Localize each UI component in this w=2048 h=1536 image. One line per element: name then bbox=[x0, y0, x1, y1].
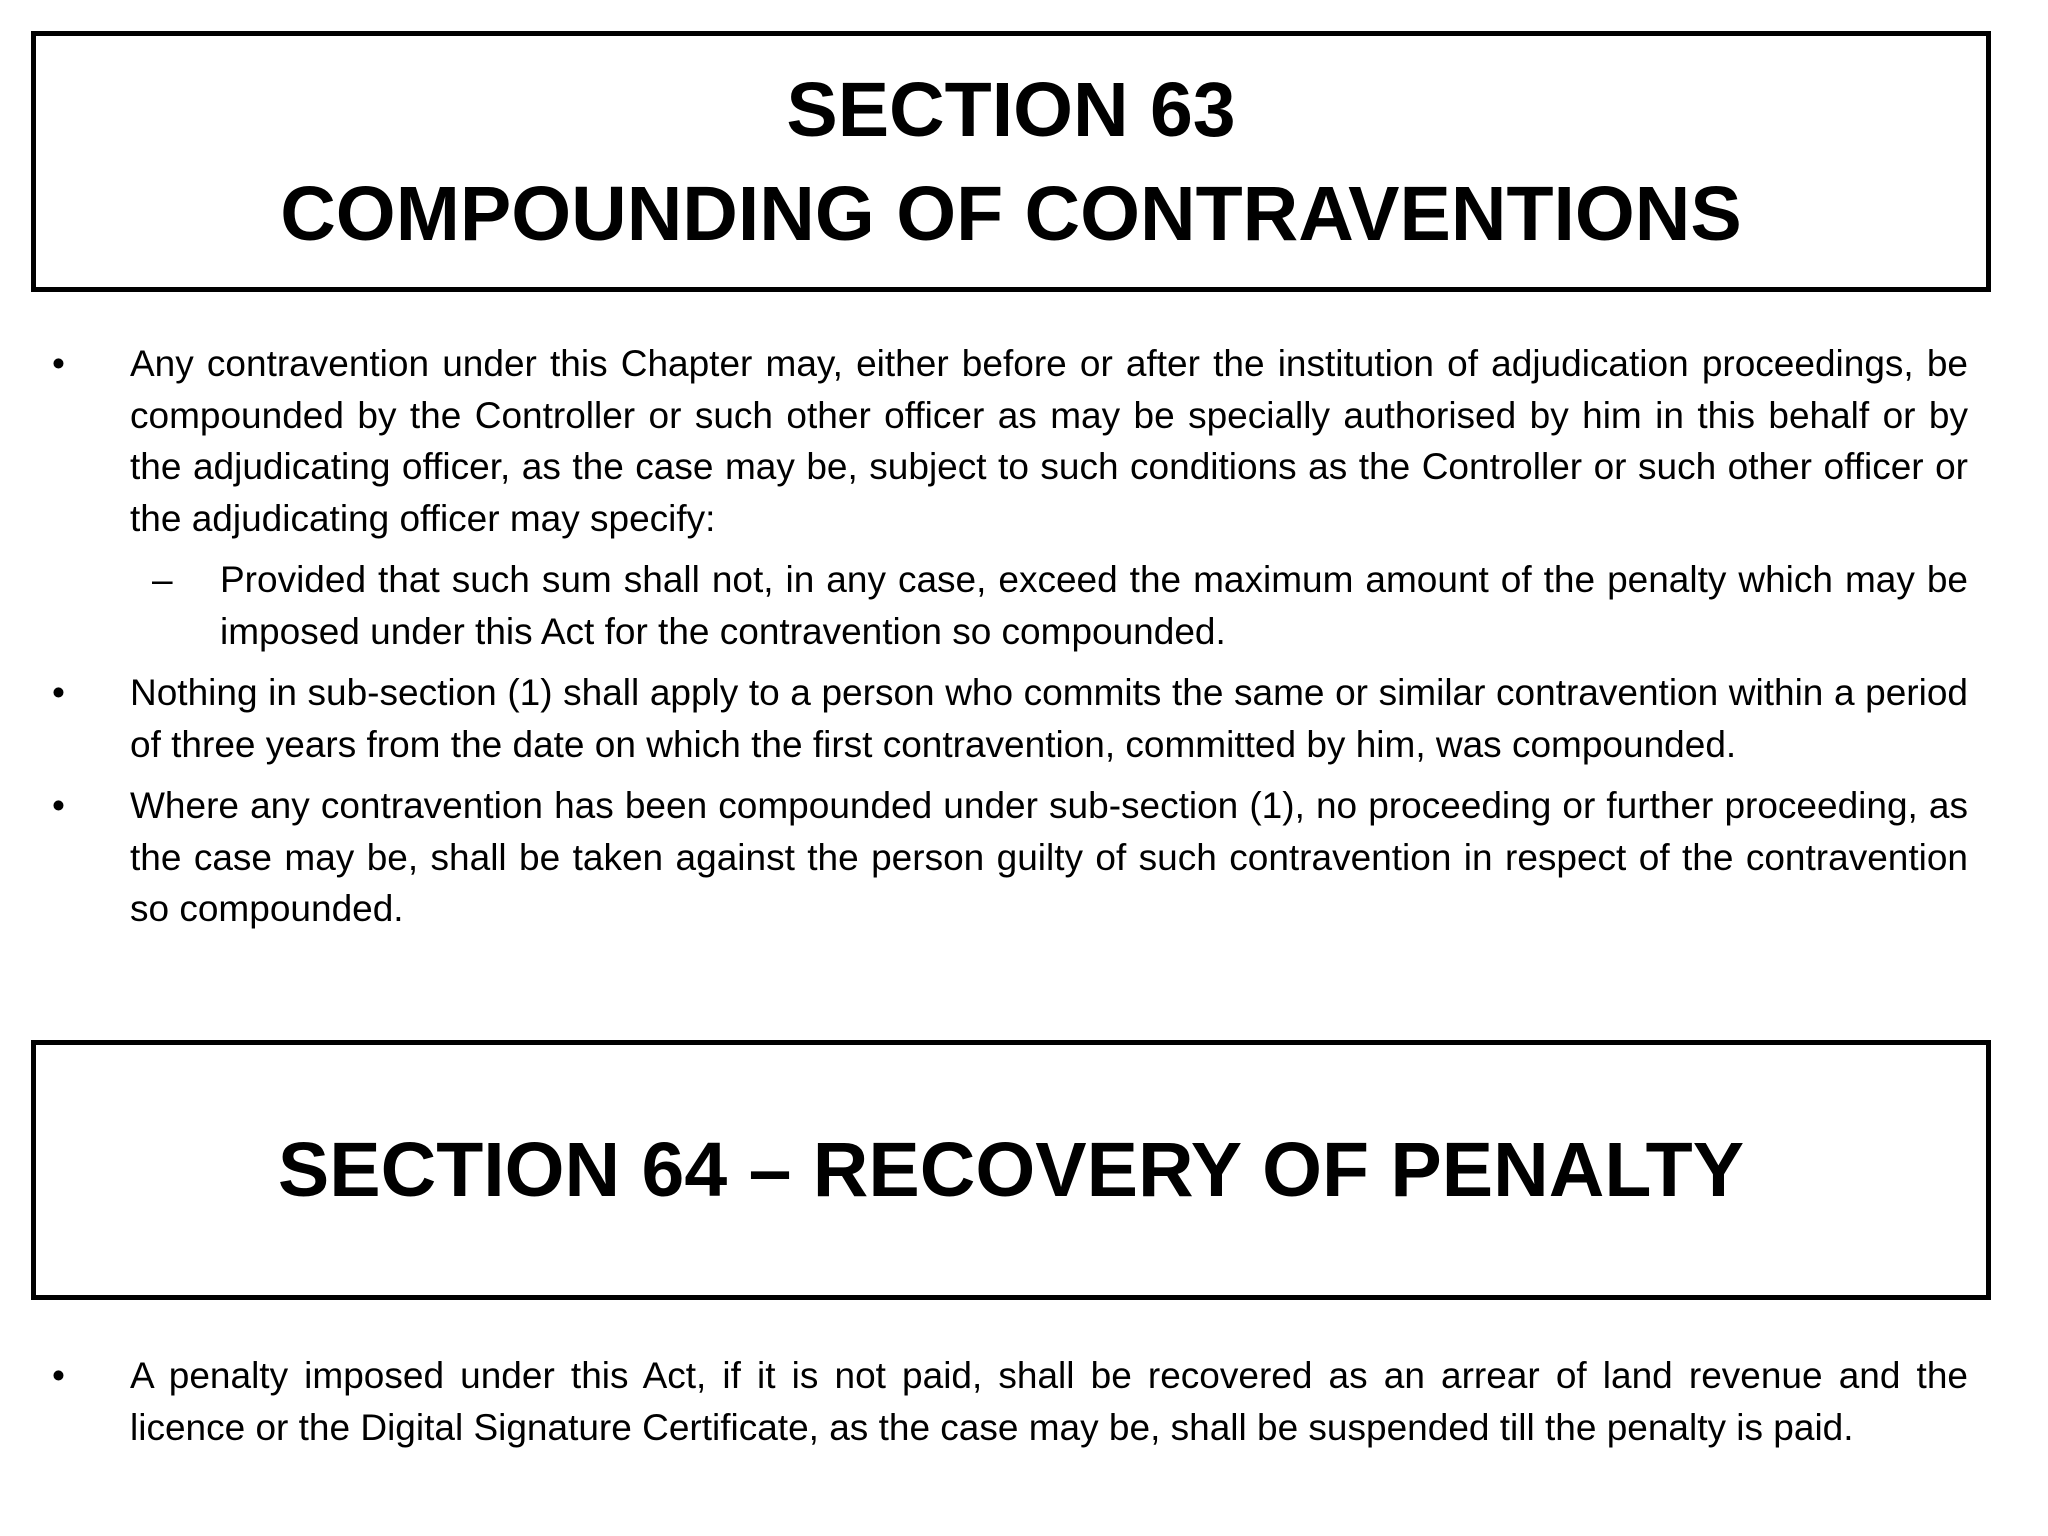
section-63-number: SECTION 63 bbox=[786, 66, 1236, 153]
section-63-title-box bbox=[31, 31, 1991, 292]
section-63-heading: COMPOUNDING OF CONTRAVENTIONS bbox=[280, 170, 1742, 257]
section-64-heading: SECTION 64 – RECOVERY OF PENALTY bbox=[277, 1127, 1745, 1213]
section-64-title-box bbox=[31, 1040, 1991, 1300]
section-64-body bbox=[48, 1350, 1968, 1463]
bullet-icon: • bbox=[52, 343, 65, 384]
proviso-text: Provided that such sum shall not, in any case, exceed the maximum amount of the penalty which may be imposed under this Act for the contravention so compounded. bbox=[220, 559, 1968, 652]
point-text: Where any contravention has been compounded under sub-section (1), no proceeding or further proceeding, as the case may be, shall be taken against the person guilty of such contravention in respect of the contravention so compounded. bbox=[130, 785, 1968, 929]
section-63-body bbox=[48, 338, 1968, 945]
section-63-point-2 bbox=[48, 667, 1968, 770]
bullet-icon: • bbox=[52, 672, 65, 713]
point-text: Any contravention under this Chapter may, either before or after the institution of adjudication proceedings, be compounded by the Controller or such other officer as may be specially authorised by him in this behalf or by the adjudicating officer, as the case may be, subject to such conditions as the Controller or such other officer or the adjudicating officer may specify: bbox=[130, 343, 1968, 539]
section-63-proviso bbox=[48, 554, 1968, 657]
point-text: A penalty imposed under this Act, if it is not paid, shall be recovered as an arrear of land revenue and the licence or the Digital Signature Certificate, as the case may be, shall be suspended till the penalty is paid. bbox=[130, 1355, 1968, 1448]
point-text: Nothing in sub-section (1) shall apply to a person who commits the same or similar contravention within a period of three years from the date on which the first contravention, committed by him, was compounded. bbox=[130, 672, 1968, 765]
bullet-icon: • bbox=[52, 1355, 65, 1396]
bullet-icon: • bbox=[52, 785, 65, 826]
section-63-point-3 bbox=[48, 780, 1968, 935]
dash-icon: – bbox=[152, 559, 173, 600]
section-64-point-1 bbox=[48, 1350, 1968, 1453]
section-63-point-1 bbox=[48, 338, 1968, 544]
